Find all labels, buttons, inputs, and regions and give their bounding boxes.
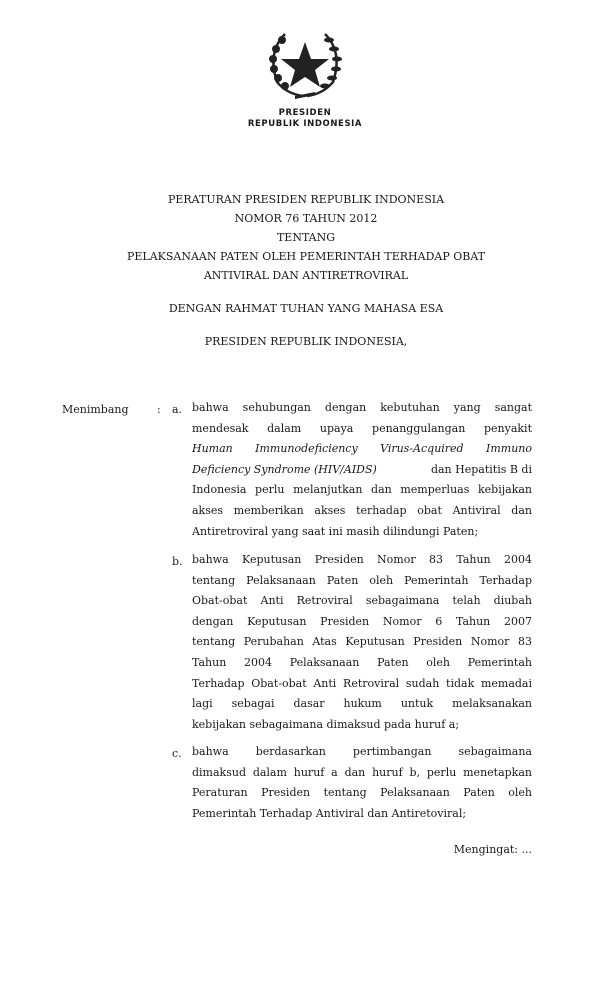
menimbang-colon: : <box>157 403 161 416</box>
item-b <box>192 550 532 735</box>
item-c <box>192 742 532 824</box>
line: Pemerintah Terhadap Antiviral dan Antiretoviral; <box>192 806 467 820</box>
line: bahwa Keputusan Presiden Nomor 83 Tahun 2004 <box>192 553 532 566</box>
menimbang-label: Menimbang <box>62 403 129 416</box>
line: bahwa berdasarkan pertimbangan sebagaimana <box>192 745 532 758</box>
line: kebijakan sebagaimana dimaksud pada huruf a; <box>192 717 460 731</box>
title-line-1: PERATURAN PRESIDEN REPUBLIK INDONESIA <box>167 193 445 206</box>
text: dan Hepatitis B di <box>430 462 532 476</box>
title-line-2: NOMOR 76 TAHUN 2012 <box>234 212 378 225</box>
seal-line-1: PRESIDEN <box>278 108 332 118</box>
line: Tahun 2004 Pelaksanaan Paten oleh Pemerintah <box>192 655 532 669</box>
item-a <box>192 398 532 542</box>
line: akses memberikan akses terhadap obat Antiviral dan <box>192 503 532 517</box>
title-line-4: PELAKSANAAN PATEN OLEH PEMERINTAH TERHADAP OBAT <box>126 250 486 263</box>
item-mark-b: b. <box>172 555 183 568</box>
line: dimaksud dalam huruf a dan huruf b, perlu menetapkan <box>192 765 532 779</box>
line: tentang Perubahan Atas Keputusan Presiden Nomor 83 <box>192 635 532 649</box>
presidential-seal-logo <box>245 22 365 102</box>
line: Antiretroviral yang saat ini masih dilindungi Paten; <box>192 524 479 538</box>
line: Indonesia perlu melanjutkan dan memperluas kebijakan <box>192 483 532 497</box>
line: lagi sebagai dasar hukum untuk melaksanakan <box>192 697 532 711</box>
line: bahwa sehubungan dengan kebutuhan yang sangat <box>192 401 532 414</box>
blessing: DENGAN RAHMAT TUHAN YANG MAHASA ESA <box>168 302 444 315</box>
title-line-5: ANTIVIRAL DAN ANTIRETROVIRAL <box>203 269 409 282</box>
line: dengan Keputusan Presiden Nomor 6 Tahun 2007 <box>192 614 532 628</box>
line: mendesak dalam upaya penanggulangan penyakit <box>192 421 532 435</box>
item-mark-c: c. <box>172 747 182 760</box>
item-mark-a: a. <box>172 403 183 416</box>
line: Human Immunodeficiency Virus-Acquired Immuno <box>192 442 532 456</box>
next-page-catchword: Mengingat: ... <box>453 843 532 856</box>
line <box>192 460 532 481</box>
title-line-3: TENTANG <box>276 231 336 244</box>
president-heading: PRESIDEN REPUBLIK INDONESIA, <box>204 335 408 348</box>
seal-line-2: REPUBLIK INDONESIA <box>247 119 363 129</box>
line: Terhadap Obat-obat Anti Retroviral sudah tidak memadai <box>192 676 532 690</box>
line: Peraturan Presiden tentang Pelaksanaan Paten oleh <box>192 786 532 800</box>
line: tentang Pelaksanaan Paten oleh Pemerintah Terhadap <box>192 573 532 587</box>
line: Obat-obat Anti Retroviral sebagaimana telah diubah <box>192 594 532 608</box>
italic-term: Deficiency Syndrome (HIV/AIDS) <box>192 462 377 476</box>
